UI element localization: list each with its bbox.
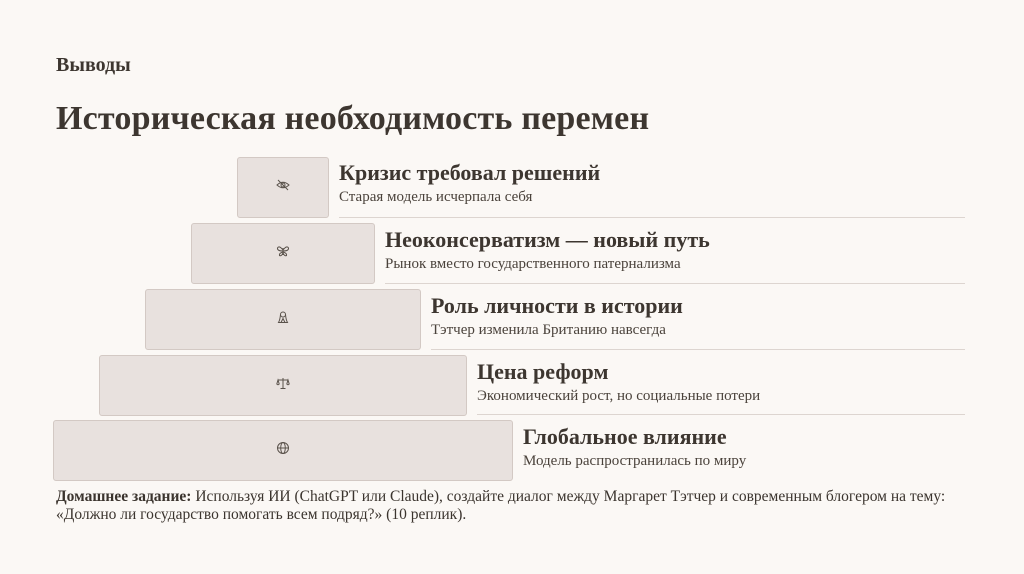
step-desc: Тэтчер изменила Британию навсегда [431,322,666,338]
person-icon [276,310,290,329]
step-box-3 [145,289,421,350]
step-desc: Рынок вместо государственного патернализма [385,256,681,272]
step-box-4 [99,355,467,416]
divider [477,414,965,415]
step-title: Неоконсерватизм — новый путь [385,227,710,252]
page-title: Историческая необходимость перемен [56,100,650,137]
divider [385,283,965,284]
section-subtitle: Выводы [56,54,131,76]
step-title: Глобальное влияние [523,424,727,449]
step-text-1 [339,160,600,206]
step-text-5 [523,424,746,470]
step-title: Роль личности в истории [431,293,683,318]
step-text-4 [477,359,760,405]
divider [339,217,965,218]
step-desc: Старая модель исчерпала себя [339,189,533,205]
homework-note [56,488,976,524]
eye-icon [276,178,290,197]
step-text-3 [431,293,683,339]
step-title: Цена реформ [477,359,609,384]
scales-icon [276,376,290,395]
step-desc: Модель распространилась по миру [523,453,747,469]
step-box-1 [237,157,329,218]
step-desc: Экономический рост, но социальные потери [477,388,761,404]
step-title: Кризис требовал решений [339,160,601,185]
step-box-2 [191,223,375,284]
homework-text: Используя ИИ (ChatGPT или Claude), создайте диалог между Маргарет Тэтчер и современным блогером на тему: «Должно ли государство помогать всем подряд?» (10 реплик). [56,488,946,523]
step-text-2 [385,227,710,273]
globe-icon [276,441,290,460]
homework-label: Домашнее задание: [56,488,192,505]
divider [431,349,965,350]
butterfly-icon [276,244,290,263]
step-box-5 [53,420,513,481]
